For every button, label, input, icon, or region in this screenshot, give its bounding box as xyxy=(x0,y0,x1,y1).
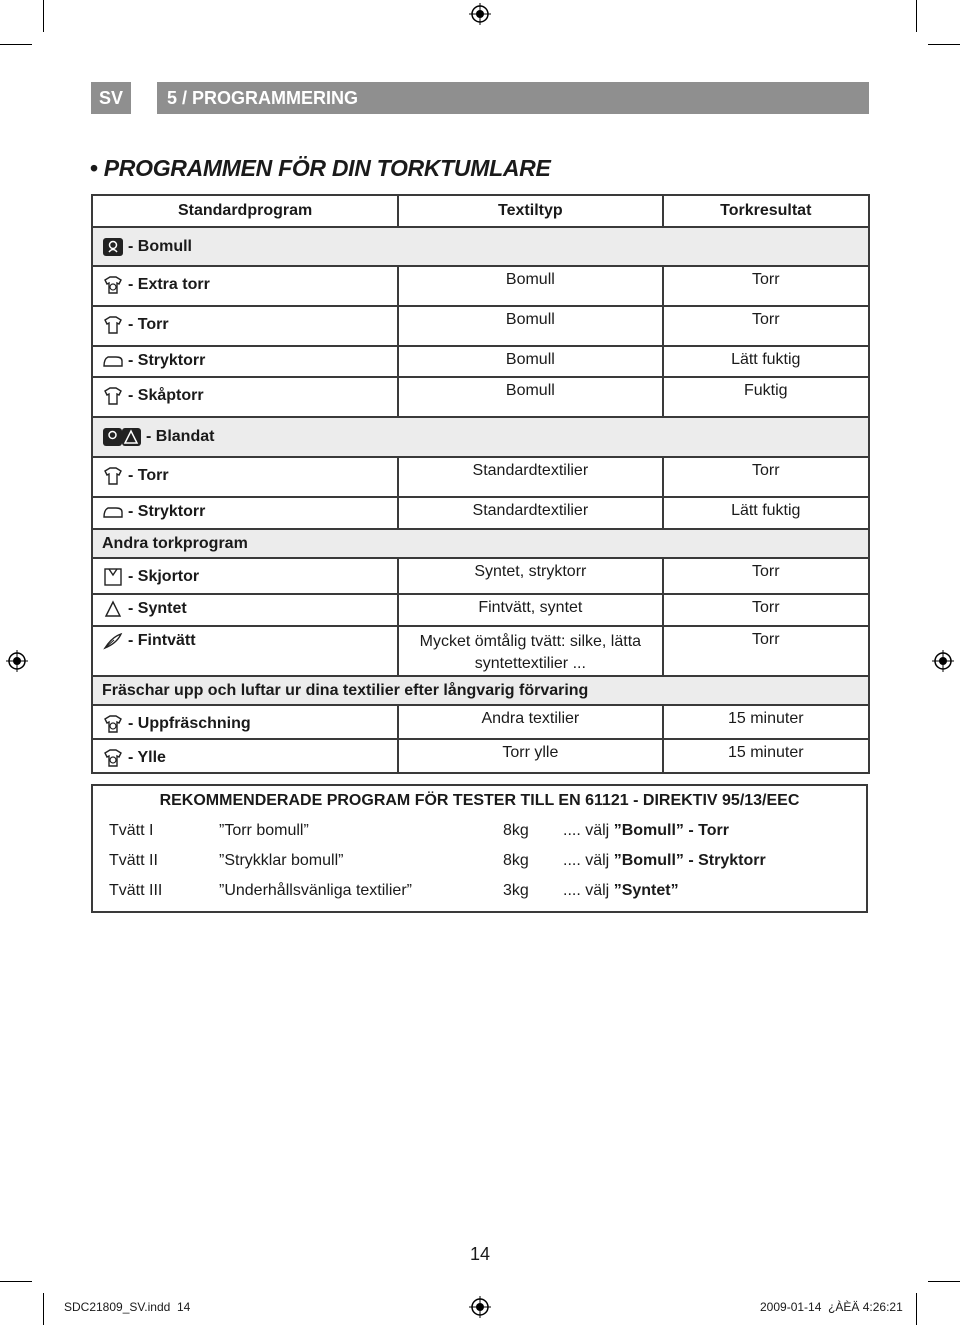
textile-cell: Bomull xyxy=(398,266,662,306)
textile-cell: Syntet, stryktorr xyxy=(398,558,662,594)
footer-timestamp: 2009-01-14 ¿ÀÈÄ 4:26:21 xyxy=(760,1300,903,1314)
crop-mark xyxy=(928,1281,960,1282)
recommendation-box xyxy=(91,784,868,913)
shirt-icon xyxy=(102,386,124,406)
crop-mark xyxy=(916,1293,917,1325)
textile-cell: Bomull xyxy=(398,377,662,417)
language-tag: SV xyxy=(91,82,131,114)
wash-program: .... välj ”Bomull” - Torr xyxy=(563,822,729,839)
table-row xyxy=(92,497,869,529)
wash-program: .... välj ”Bomull” - Stryktorr xyxy=(563,852,766,869)
registration-mark-icon xyxy=(932,650,954,672)
textile-cell: Bomull xyxy=(398,306,662,346)
cotton-synthetic-icon xyxy=(102,427,142,447)
timer-shirt-icon xyxy=(102,275,124,295)
wash-name: Tvätt II xyxy=(109,852,158,869)
table-header-row xyxy=(92,195,869,227)
column-header: Standardprogram xyxy=(92,195,398,227)
shirt-icon xyxy=(102,315,124,335)
page-title: • PROGRAMMEN FÖR DIN TORKTUMLARE xyxy=(90,155,551,181)
result-cell: 15 minuter xyxy=(663,739,870,773)
group-label: Fräschar upp och luftar ur dina textilier efter långvarig förvaring xyxy=(92,676,869,705)
table-row xyxy=(92,306,869,346)
group-row-blandat xyxy=(92,417,869,457)
program-label: - Skåptorr xyxy=(128,387,204,404)
wash-desc: ”Underhållsvänliga textilier” xyxy=(219,882,412,899)
wash-weight: 8kg xyxy=(503,852,529,869)
table-row xyxy=(92,377,869,417)
table-row xyxy=(92,457,869,497)
table-row xyxy=(92,266,869,306)
result-cell: Torr xyxy=(663,594,870,626)
wash-weight: 8kg xyxy=(503,822,529,839)
shirt-collar-icon xyxy=(102,567,124,587)
crop-mark xyxy=(0,44,32,45)
group-row-other xyxy=(92,529,869,558)
crop-mark xyxy=(43,0,44,32)
table-row xyxy=(92,346,869,377)
textile-cell: Mycket ömtålig tvätt: silke, lätta syntettextilier ... xyxy=(398,626,662,676)
result-cell: Fuktig xyxy=(663,377,870,417)
result-cell: Torr xyxy=(663,266,870,306)
crop-mark xyxy=(0,1281,32,1282)
group-label: - Bomull xyxy=(128,237,192,255)
table-row xyxy=(92,626,869,676)
synthetic-icon xyxy=(102,599,124,619)
wash-name: Tvätt I xyxy=(109,822,154,839)
result-cell: Torr xyxy=(663,457,870,497)
textile-cell: Bomull xyxy=(398,346,662,377)
section-header: 5 / PROGRAMMERING xyxy=(157,82,869,114)
group-label: - Blandat xyxy=(146,428,215,445)
textile-cell: Standardtextilier xyxy=(398,457,662,497)
program-label: - Torr xyxy=(128,316,169,333)
textile-cell: Torr ylle xyxy=(398,739,662,773)
timer-shirt-icon xyxy=(102,748,124,768)
crop-mark xyxy=(928,44,960,45)
table-row xyxy=(92,558,869,594)
program-label: - Extra torr xyxy=(128,276,210,293)
program-table xyxy=(91,194,870,774)
footer-file: SDC21809_SV.indd 14 xyxy=(64,1300,191,1314)
program-label: - Stryktorr xyxy=(128,503,206,520)
group-row-refresh xyxy=(92,676,869,705)
recommendation-title: REKOMMENDERADE PROGRAM FÖR TESTER TILL EN 61121 - DIREKTIV 95/13/EEC xyxy=(159,792,800,809)
textile-cell: Fintvätt, syntet xyxy=(398,594,662,626)
textile-cell: Standardtextilier xyxy=(398,497,662,529)
feather-icon xyxy=(102,631,124,651)
iron-icon xyxy=(102,502,124,522)
registration-mark-icon xyxy=(469,1296,491,1318)
table-row xyxy=(92,705,869,739)
program-label: - Uppfräschning xyxy=(128,715,251,732)
crop-mark xyxy=(43,1293,44,1325)
program-label: - Stryktorr xyxy=(128,352,206,369)
wash-desc: ”Torr bomull” xyxy=(219,822,309,839)
group-label: Andra torkprogram xyxy=(92,529,869,558)
crop-mark xyxy=(916,0,917,32)
program-label: - Skjortor xyxy=(128,568,200,585)
cotton-icon xyxy=(102,237,124,257)
result-cell: 15 minuter xyxy=(663,705,870,739)
result-cell: Torr xyxy=(663,558,870,594)
group-row-bomull xyxy=(92,227,869,266)
registration-mark-icon xyxy=(469,3,491,25)
result-cell: Torr xyxy=(663,626,870,676)
wash-desc: ”Strykklar bomull” xyxy=(219,852,344,869)
column-header: Textiltyp xyxy=(398,195,662,227)
textile-cell: Andra textilier xyxy=(398,705,662,739)
shirt-icon xyxy=(102,466,124,486)
page-number: 14 xyxy=(469,1244,491,1264)
table-row xyxy=(92,739,869,773)
table-row xyxy=(92,594,869,626)
wash-name: Tvätt III xyxy=(109,882,163,899)
result-cell: Lätt fuktig xyxy=(663,497,870,529)
registration-mark-icon xyxy=(6,650,28,672)
program-label: - Syntet xyxy=(128,600,187,617)
result-cell: Torr xyxy=(663,306,870,346)
program-label: - Torr xyxy=(128,467,169,484)
iron-icon xyxy=(102,351,124,371)
wash-program: .... välj ”Syntet” xyxy=(563,882,679,899)
wash-weight: 3kg xyxy=(503,882,529,899)
program-label: - Fintvätt xyxy=(128,632,196,649)
program-label: - Ylle xyxy=(128,749,166,766)
column-header: Torkresultat xyxy=(663,195,870,227)
timer-shirt-icon xyxy=(102,714,124,734)
result-cell: Lätt fuktig xyxy=(663,346,870,377)
